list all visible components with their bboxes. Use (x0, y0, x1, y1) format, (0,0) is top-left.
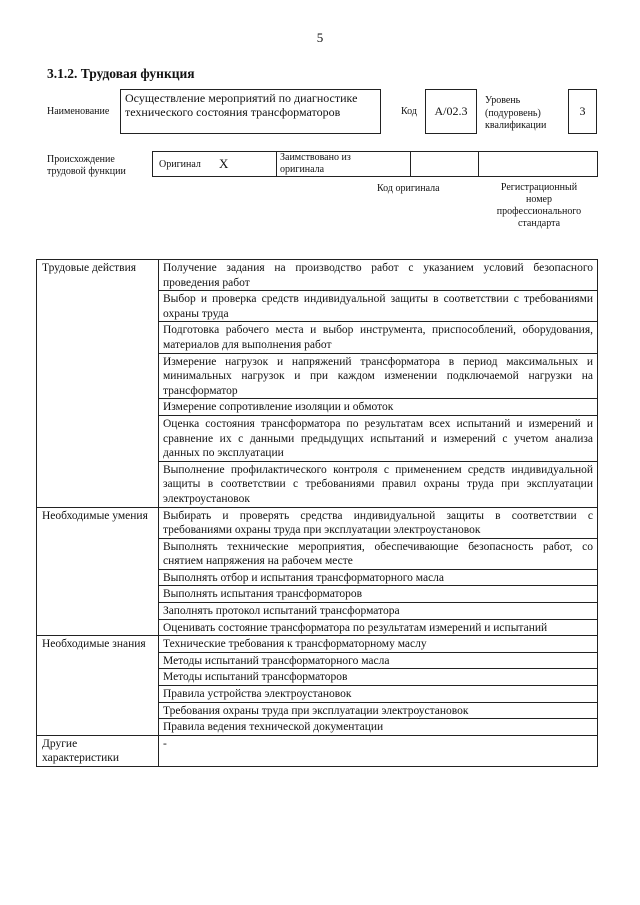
section-item: Выбирать и проверять средства индивидуальной защиты в соответствии с требованиями охраны труда при эксплуатации электроустановок (159, 507, 598, 538)
function-table (36, 259, 598, 767)
section-item: Методы испытаний трансформаторного масла (159, 652, 598, 669)
section-item: Правила ведения технической документации (159, 719, 598, 736)
section-item: Выбор и проверка средств индивидуальной защиты в соответствии с требованиями охраны труда (159, 291, 598, 322)
original-label: Оригинал (159, 159, 201, 170)
name-value: Осуществление мероприятий по диагностике технического состояния трансформаторов (120, 89, 381, 134)
section-category: Необходимые умения (37, 507, 159, 636)
level-label-line-2: (подуровень) (485, 107, 541, 119)
code-original-caption: Код оригинала (377, 183, 440, 194)
section-item: Правила устройства электроустановок (159, 686, 598, 703)
section-item: Выполнять испытания трансформаторов (159, 586, 598, 603)
origin-table (152, 151, 598, 177)
section-item: Измерение сопротивление изоляции и обмоток (159, 399, 598, 416)
table-row (37, 735, 598, 766)
table-row (37, 636, 598, 653)
page-number: 5 (316, 30, 324, 45)
borrowed-label-line-1: Заимствовано из (280, 152, 351, 163)
section-title: 3.1.2. Трудовая функция (47, 66, 195, 81)
section-item: Требования охраны труда при эксплуатации электроустановок (159, 702, 598, 719)
section-category: Необходимые знания (37, 636, 159, 736)
section-item: Измерение нагрузок и напряжений трансформатора в период максимальных и минимальных нагрузок и при каждом изменении подключаемой нагрузки на трансформатор (159, 353, 598, 399)
section-item: Оценивать состояние трансформатора по результатам измерений и испытаний (159, 619, 598, 636)
table-row (37, 260, 598, 291)
reg-caption-line-4: стандарта (517, 218, 561, 229)
section-item: Технические требования к трансформаторному маслу (159, 636, 598, 653)
reg-caption-line-1: Регистрационный (500, 182, 578, 193)
section-category: Трудовые действия (37, 260, 159, 508)
section-item: Подготовка рабочего места и выбор инструмента, приспособлений, оборудования, материалов для выполнения работ (159, 322, 598, 353)
section-item: Выполнять технические мероприятия, обеспечивающие безопасность работ, со снятием напряжения на рабочем месте (159, 538, 598, 569)
reg-caption-line-3: профессионального (496, 206, 582, 217)
section-item: Выполнять отбор и испытания трансформаторного масла (159, 569, 598, 586)
origin-label-line-2: трудовой функции (47, 166, 126, 177)
origin-original-cell (153, 152, 277, 176)
borrowed-label (280, 152, 351, 175)
section-item: Выполнение профилактического контроля с применением средств индивидуальной защиты в соответствии с требованиями правил охраны труда при эксплуатации электроустановок (159, 461, 598, 507)
origin-reg-cell (479, 152, 597, 176)
origin-label (47, 154, 126, 178)
level-value: 3 (568, 89, 597, 134)
table-row (37, 507, 598, 538)
level-label (485, 95, 546, 133)
section-item: Оценка состояния трансформатора по результатам всех испытаний и измерений и сравнение их с данными предыдущих испытаний и измерений с учетом анализа данных по эксплуатации (159, 415, 598, 461)
level-label-line-1: Уровень (485, 95, 521, 106)
section-category: Другие характеристики (37, 735, 159, 766)
level-label-line-3: квалификации (485, 120, 547, 131)
name-label: Наименование (47, 106, 110, 117)
reg-caption-line-2: номер (526, 194, 552, 205)
origin-code-cell (411, 152, 479, 176)
borrowed-label-line-2: оригинала (280, 163, 325, 175)
reg-number-caption (478, 182, 600, 230)
origin-label-line-1: Происхождение (47, 154, 115, 165)
section-item: - (159, 735, 598, 766)
section-item: Получение задания на производство работ с указанием условий безопасного проведения работ (159, 260, 598, 291)
section-item: Методы испытаний трансформаторов (159, 669, 598, 686)
section-item: Заполнять протокол испытаний трансформатора (159, 603, 598, 620)
origin-borrowed-cell (277, 152, 411, 176)
code-label: Код (401, 106, 417, 117)
code-value: A/02.3 (425, 89, 477, 134)
original-mark: X (219, 156, 229, 171)
